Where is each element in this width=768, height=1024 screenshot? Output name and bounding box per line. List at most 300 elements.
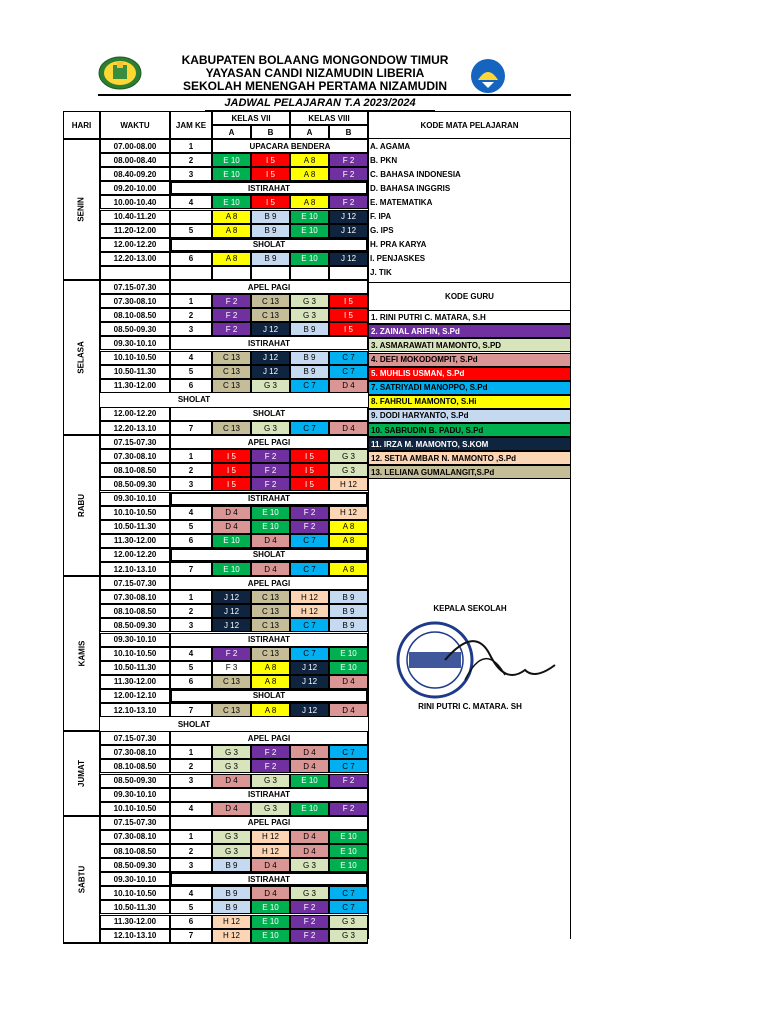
subject-cell: E 10 — [212, 195, 251, 209]
subject-cell: F 2 — [251, 477, 290, 491]
time-slot: 07.15-07.30 — [100, 435, 170, 449]
subject-cell: J 12 — [329, 210, 368, 224]
subject-cell: A 8 — [251, 675, 290, 689]
subject-cell: C 7 — [329, 886, 368, 900]
teacher-code-item: 2. ZAINAL ARIFIN, S.Pd — [368, 324, 571, 338]
teacher-code-item: 7. SATRIYADI MANOPPO, S.Pd — [368, 381, 571, 395]
time-slot: 07.30-08.10 — [100, 590, 170, 604]
time-slot: 10.00-10.40 — [100, 195, 170, 209]
subject-cell: E 10 — [251, 506, 290, 520]
subject-cell: J 12 — [251, 351, 290, 365]
subject-cell: C 13 — [251, 618, 290, 632]
subject-cell: D 4 — [212, 774, 251, 788]
subject-cell: D 4 — [251, 858, 290, 872]
subject-cell: D 4 — [290, 745, 329, 759]
period-number: 2 — [170, 844, 212, 858]
period-number: 3 — [170, 774, 212, 788]
table-bottom-border — [63, 943, 368, 944]
subject-cell: E 10 — [290, 802, 329, 816]
teacher-code-item: 12. SETIA AMBAR N. MAMONTO ,S.Pd — [368, 451, 571, 465]
col-header-kelas7: KELAS VII — [212, 111, 290, 125]
subject-cell: I 5 — [329, 294, 368, 308]
subject-cell: D 4 — [251, 562, 290, 576]
period-number: 5 — [170, 661, 212, 675]
subject-cell: G 3 — [212, 759, 251, 773]
time-slot: 11.30-12.00 — [100, 534, 170, 548]
day-label-kamis — [63, 576, 100, 731]
time-slot: 10.10-10.50 — [100, 886, 170, 900]
subject-cell: J 12 — [251, 322, 290, 336]
period-number: 4 — [170, 506, 212, 520]
period-number: 4 — [170, 802, 212, 816]
subject-cell: F 2 — [290, 915, 329, 929]
time-slot: 11.30-12.00 — [100, 379, 170, 393]
subject-cell: H 12 — [329, 506, 368, 520]
full-width-sholat: SHOLAT — [177, 719, 211, 729]
subject-cell: C 7 — [290, 618, 329, 632]
col-header-class-a: A — [290, 125, 329, 139]
subject-cell: B 9 — [290, 365, 329, 379]
subject-cell: J 12 — [290, 661, 329, 675]
subject-cell: J 12 — [212, 604, 251, 618]
teacher-code-item: 3. ASMARAWATI MAMONTO, S.PD — [368, 338, 571, 352]
subject-code-item: E. MATEMATIKA — [370, 197, 433, 207]
time-slot: 10.40-11.20 — [100, 210, 170, 224]
subject-cell: E 10 — [290, 224, 329, 238]
page-title: JADWAL PELAJARAN T.A 2023/2024 — [224, 97, 416, 109]
subject-cell: E 10 — [290, 774, 329, 788]
activity-span: ISTIRAHAT — [170, 788, 368, 802]
time-slot: 08.50-09.30 — [100, 618, 170, 632]
time-slot: 12.10-13.10 — [100, 562, 170, 576]
subject-cell: D 4 — [212, 802, 251, 816]
subject-cell: A 8 — [290, 195, 329, 209]
period-number: 7 — [170, 703, 212, 717]
time-slot: 12.20-13.00 — [100, 252, 170, 266]
time-slot: 11.30-12.00 — [100, 915, 170, 929]
time-slot: 07.15-07.30 — [100, 576, 170, 590]
subject-cell: E 10 — [251, 520, 290, 534]
col-header-jam: JAM KE — [170, 111, 212, 139]
subject-cell: J 12 — [329, 224, 368, 238]
activity-span: ISTIRAHAT — [170, 872, 368, 886]
time-slot: 07.30-08.10 — [100, 294, 170, 308]
time-slot: 09.20-10.00 — [100, 181, 170, 195]
subject-cell: J 12 — [212, 618, 251, 632]
subject-cell: A 8 — [329, 562, 368, 576]
time-slot: 08.50-09.30 — [100, 322, 170, 336]
period-number: 2 — [170, 153, 212, 167]
time-slot: 12.10-13.10 — [100, 929, 170, 943]
time-slot: 12.00-12.20 — [100, 548, 170, 562]
day-name: SELASA — [76, 341, 86, 374]
subject-cell: C 7 — [290, 647, 329, 661]
subject-cell: F 2 — [290, 900, 329, 914]
period-number: 1 — [170, 745, 212, 759]
subject-cell: F 2 — [251, 759, 290, 773]
subject-cell: F 2 — [329, 153, 368, 167]
period-number: 1 — [170, 449, 212, 463]
subject-cell: A 8 — [212, 210, 251, 224]
activity-span: APEL PAGI — [170, 280, 368, 294]
subject-cell: D 4 — [290, 830, 329, 844]
subject-cell: H 12 — [290, 604, 329, 618]
period-number: 2 — [170, 308, 212, 322]
subject-cell: G 3 — [251, 774, 290, 788]
time-slot: 08.50-09.30 — [100, 477, 170, 491]
period-number — [170, 266, 212, 280]
time-slot: 08.50-09.30 — [100, 858, 170, 872]
day-name: SENIN — [76, 197, 86, 222]
subject-cell: C 7 — [329, 900, 368, 914]
time-slot: 09.30-10.10 — [100, 492, 170, 506]
period-number: 3 — [170, 322, 212, 336]
subject-cell: E 10 — [329, 844, 368, 858]
day-label-jumat — [63, 731, 100, 816]
subject-cell — [212, 266, 251, 280]
subject-cell: G 3 — [290, 308, 329, 322]
subject-cell: C 7 — [290, 421, 329, 435]
subject-code-item: I. PENJASKES — [370, 254, 426, 264]
activity-span: APEL PAGI — [170, 435, 368, 449]
period-number: 1 — [170, 590, 212, 604]
subject-cell — [251, 266, 290, 280]
tut-wuri-logo-icon — [468, 58, 508, 94]
subject-cell: C 13 — [251, 604, 290, 618]
subject-code-item: F. IPA — [370, 212, 392, 222]
subject-cell: F 2 — [251, 745, 290, 759]
subject-cell: D 4 — [290, 844, 329, 858]
subject-cell: C 7 — [329, 365, 368, 379]
time-slot: 08.10-08.50 — [100, 759, 170, 773]
time-slot: 07.15-07.30 — [100, 816, 170, 830]
school-header — [150, 54, 480, 93]
time-slot: 12.20-13.10 — [100, 421, 170, 435]
time-slot: 11.20-12.00 — [100, 224, 170, 238]
time-slot: 12.00-12.20 — [100, 407, 170, 421]
subject-cell: J 12 — [212, 590, 251, 604]
teacher-code-item: 4. DEFI MOKODOMPIT, S.Pd — [368, 353, 571, 367]
subject-cell: E 10 — [329, 647, 368, 661]
subject-cell: F 2 — [290, 929, 329, 943]
subject-cell: E 10 — [329, 858, 368, 872]
time-slot: 08.10-08.50 — [100, 604, 170, 618]
time-slot: 10.50-11.30 — [100, 900, 170, 914]
activity-span: ISTIRAHAT — [170, 336, 368, 350]
time-slot: 07.30-08.10 — [100, 745, 170, 759]
subject-cell: J 12 — [329, 252, 368, 266]
subject-cell: C 13 — [212, 675, 251, 689]
subject-cell: B 9 — [251, 210, 290, 224]
period-number: 4 — [170, 647, 212, 661]
time-slot: 09.30-10.10 — [100, 872, 170, 886]
subject-cell: G 3 — [290, 294, 329, 308]
teacher-code-item: 11. IRZA M. MAMONTO, S.KOM — [368, 437, 571, 451]
subject-code-item: A. AGAMA — [370, 141, 411, 151]
subject-cell: D 4 — [212, 506, 251, 520]
subject-cell: C 7 — [329, 745, 368, 759]
col-header-class-a: A — [212, 125, 251, 139]
subject-cell: B 9 — [212, 900, 251, 914]
subject-cell: B 9 — [329, 618, 368, 632]
time-slot: 08.50-09.30 — [100, 774, 170, 788]
subject-cell: A 8 — [329, 520, 368, 534]
col-header-waktu: WAKTU — [100, 111, 170, 139]
teacher-code-item: 13. LELIANA GUMALANGIT,S.Pd — [368, 465, 571, 479]
subject-cell: A 8 — [212, 252, 251, 266]
subject-cell: E 10 — [251, 915, 290, 929]
subject-cell: G 3 — [251, 379, 290, 393]
subject-cell: D 4 — [251, 886, 290, 900]
subject-cell: A 8 — [251, 661, 290, 675]
full-width-sholat: SHOLAT — [177, 395, 211, 405]
subject-cell: C 13 — [251, 308, 290, 322]
subject-cell: C 13 — [251, 590, 290, 604]
day-name: RABU — [76, 494, 86, 518]
subject-cell: G 3 — [290, 886, 329, 900]
subject-cell: G 3 — [329, 449, 368, 463]
time-slot: 08.10-08.50 — [100, 463, 170, 477]
subject-cell: E 10 — [290, 252, 329, 266]
col-header-hari: HARI — [63, 111, 100, 139]
subject-cell: G 3 — [329, 915, 368, 929]
subject-code-item: J. TIK — [370, 268, 392, 278]
period-number: 6 — [170, 252, 212, 266]
subject-cell: E 10 — [329, 661, 368, 675]
subject-cell: G 3 — [251, 802, 290, 816]
kode-guru-title: KODE GURU — [445, 291, 494, 301]
teacher-code-item: 1. RINI PUTRI C. MATARA, S.H — [368, 310, 571, 324]
time-slot: 10.10-10.50 — [100, 506, 170, 520]
subject-cell: H 12 — [329, 477, 368, 491]
activity-span: APEL PAGI — [170, 731, 368, 745]
teacher-code-item: 9. DODI HARYANTO, S.Pd — [368, 409, 571, 423]
day-name: JUMAT — [77, 760, 86, 787]
period-number: 1 — [170, 139, 212, 153]
time-slot: 08.10-08.50 — [100, 844, 170, 858]
subject-code-item: D. BAHASA INGGRIS — [370, 183, 451, 193]
subject-cell: F 3 — [212, 661, 251, 675]
period-number: 3 — [170, 167, 212, 181]
subject-cell: F 2 — [290, 506, 329, 520]
subject-cell: F 2 — [251, 449, 290, 463]
time-slot: 09.30-10.10 — [100, 336, 170, 350]
subject-cell: G 3 — [329, 463, 368, 477]
subject-cell: I 5 — [251, 195, 290, 209]
subject-cell: A 8 — [290, 153, 329, 167]
subject-cell: B 9 — [329, 590, 368, 604]
teacher-code-item: 5. MUHLIS USMAN, S.Pd — [368, 367, 571, 381]
period-number: 7 — [170, 929, 212, 943]
activity-span: SHOLAT — [170, 407, 368, 421]
subject-cell: H 12 — [212, 915, 251, 929]
subject-cell: G 3 — [212, 830, 251, 844]
subject-cell: E 10 — [251, 900, 290, 914]
subject-cell: C 13 — [212, 703, 251, 717]
subject-cell: H 12 — [212, 929, 251, 943]
time-slot: 10.10-10.50 — [100, 647, 170, 661]
period-number: 5 — [170, 900, 212, 914]
time-slot: 07.15-07.30 — [100, 280, 170, 294]
activity-span: ISTIRAHAT — [170, 181, 368, 195]
subject-cell: C 13 — [212, 421, 251, 435]
activity-span: ISTIRAHAT — [170, 492, 368, 506]
subject-cell: B 9 — [251, 252, 290, 266]
subject-cell: B 9 — [290, 351, 329, 365]
period-number: 4 — [170, 886, 212, 900]
time-slot: 12.00-12.10 — [100, 689, 170, 703]
period-number: 3 — [170, 477, 212, 491]
period-number: 6 — [170, 675, 212, 689]
subject-cell: C 7 — [329, 759, 368, 773]
subject-cell: I 5 — [212, 463, 251, 477]
subject-cell: E 10 — [329, 830, 368, 844]
time-slot: 07.30-08.10 — [100, 830, 170, 844]
activity-span: SHOLAT — [170, 548, 368, 562]
activity-span: ISTIRAHAT — [170, 633, 368, 647]
period-number: 1 — [170, 294, 212, 308]
subject-cell: E 10 — [212, 153, 251, 167]
col-header-kelas8: KELAS VIII — [290, 111, 368, 125]
period-number — [170, 210, 212, 224]
subject-cell: H 12 — [290, 590, 329, 604]
header-line-2: YAYASAN CANDI NIZAMUDIN LIBERIA — [205, 66, 425, 80]
subject-cell: H 12 — [251, 830, 290, 844]
period-number: 3 — [170, 858, 212, 872]
col-header-class-b: B — [329, 125, 368, 139]
subject-cell: H 12 — [251, 844, 290, 858]
subject-cell: G 3 — [290, 858, 329, 872]
subject-cell: C 7 — [290, 534, 329, 548]
subject-cell: F 2 — [212, 308, 251, 322]
subject-cell: B 9 — [329, 604, 368, 618]
subject-cell: D 4 — [329, 379, 368, 393]
period-number: 4 — [170, 351, 212, 365]
subject-code-item: H. PRA KARYA — [370, 240, 427, 250]
subject-cell: E 10 — [290, 210, 329, 224]
period-number: 1 — [170, 830, 212, 844]
period-number: 6 — [170, 915, 212, 929]
subject-cell: F 2 — [329, 167, 368, 181]
subject-cell: I 5 — [212, 477, 251, 491]
subject-cell: A 8 — [290, 167, 329, 181]
subject-cell: C 7 — [329, 351, 368, 365]
subject-cell: C 7 — [290, 379, 329, 393]
subject-cell: G 3 — [212, 844, 251, 858]
subject-cell: F 2 — [329, 774, 368, 788]
time-slot: 07.30-08.10 — [100, 449, 170, 463]
subject-cell: C 7 — [290, 562, 329, 576]
period-number: 3 — [170, 618, 212, 632]
time-slot — [100, 266, 170, 280]
teacher-code-item: 10. SABRUDIN B. PADU, S.Pd — [368, 423, 571, 437]
principal-name: RINI PUTRI C. MATARA. SH — [418, 702, 522, 711]
period-number: 5 — [170, 520, 212, 534]
subject-cell: G 3 — [212, 745, 251, 759]
time-slot: 12.00-12.20 — [100, 238, 170, 252]
subject-cell: F 2 — [212, 294, 251, 308]
subject-cell: F 2 — [251, 463, 290, 477]
time-slot: 08.00-08.40 — [100, 153, 170, 167]
subject-cell: A 8 — [251, 703, 290, 717]
subject-cell: I 5 — [290, 449, 329, 463]
subject-cell — [290, 266, 329, 280]
subject-cell: E 10 — [212, 562, 251, 576]
time-slot: 11.30-12.00 — [100, 675, 170, 689]
period-number: 5 — [170, 224, 212, 238]
subject-cell: D 4 — [329, 421, 368, 435]
header-divider — [98, 94, 571, 96]
school-stamp-signature — [385, 620, 565, 700]
subject-cell: D 4 — [212, 520, 251, 534]
subject-cell: E 10 — [251, 929, 290, 943]
day-label-selasa — [63, 280, 100, 435]
period-number: 5 — [170, 365, 212, 379]
subject-cell: J 12 — [251, 365, 290, 379]
time-slot: 09.30-10.10 — [100, 788, 170, 802]
activity-span: UPACARA BENDERA — [212, 139, 368, 153]
subject-cell: I 5 — [251, 167, 290, 181]
day-name: SABTU — [77, 865, 86, 894]
header-line-1: KABUPATEN BOLAANG MONGONDOW TIMUR — [181, 53, 449, 67]
day-label-sabtu — [63, 816, 100, 943]
day-label-senin — [63, 139, 100, 280]
time-slot: 09.30-10.10 — [100, 633, 170, 647]
subject-cell: G 3 — [251, 421, 290, 435]
teacher-code-item: 8. FAHRUL MAMONTO, S.Hi — [368, 395, 571, 409]
subject-cell: E 10 — [212, 167, 251, 181]
subject-code-item: B. PKN — [370, 155, 398, 165]
subject-cell: G 3 — [329, 929, 368, 943]
period-number: 7 — [170, 562, 212, 576]
subject-cell: B 9 — [290, 322, 329, 336]
activity-span: SHOLAT — [170, 689, 368, 703]
subject-cell: E 10 — [212, 534, 251, 548]
activity-span: SHOLAT — [170, 238, 368, 252]
subject-cell: J 12 — [290, 675, 329, 689]
subject-cell: I 5 — [290, 477, 329, 491]
day-name: KAMIS — [77, 640, 86, 667]
time-slot: 08.10-08.50 — [100, 308, 170, 322]
period-number: 6 — [170, 379, 212, 393]
col-header-class-b: B — [251, 125, 290, 139]
subject-cell — [329, 266, 368, 280]
day-label-rabu — [63, 435, 100, 576]
period-number: 6 — [170, 534, 212, 548]
activity-span: APEL PAGI — [170, 816, 368, 830]
subject-cell: I 5 — [251, 153, 290, 167]
time-slot: 12.10-13.10 — [100, 703, 170, 717]
regency-logo-icon — [98, 56, 142, 90]
subject-cell: F 2 — [329, 195, 368, 209]
subject-cell: I 5 — [329, 322, 368, 336]
col-header-kode-mapel: KODE MATA PELAJARAN — [368, 111, 571, 139]
time-slot: 08.40-09.20 — [100, 167, 170, 181]
subject-cell: B 9 — [212, 886, 251, 900]
subject-cell: C 13 — [212, 365, 251, 379]
subject-cell: C 13 — [251, 647, 290, 661]
time-slot: 07.00-08.00 — [100, 139, 170, 153]
subject-code-item: G. IPS — [370, 226, 394, 236]
time-slot: 07.15-07.30 — [100, 731, 170, 745]
subject-cell: C 13 — [212, 351, 251, 365]
subject-cell: D 4 — [290, 759, 329, 773]
activity-span: APEL PAGI — [170, 576, 368, 590]
subject-cell: I 5 — [329, 308, 368, 322]
subject-cell: A 8 — [329, 534, 368, 548]
period-number: 2 — [170, 463, 212, 477]
subject-code-item: C. BAHASA INDONESIA — [370, 169, 461, 179]
